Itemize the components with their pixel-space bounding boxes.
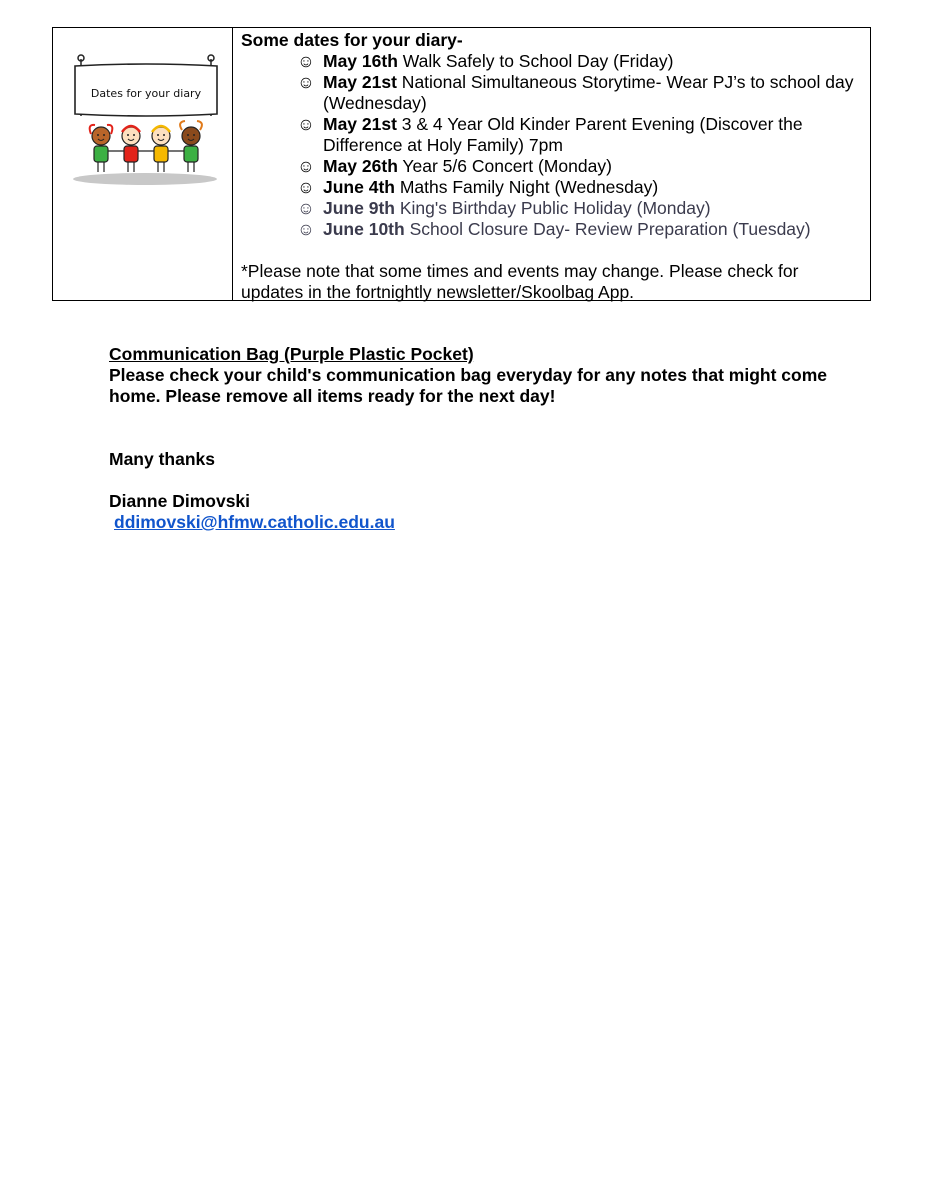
thanks-line: Many thanks: [109, 449, 215, 469]
event-date: June 9th: [323, 198, 395, 218]
event-date: May 16th: [323, 51, 398, 71]
event-text: 3 & 4 Year Old Kinder Parent Evening (Discover the Difference at Holy Family) 7pm: [323, 114, 803, 155]
event-date: June 4th: [323, 177, 395, 197]
event-text: School Closure Day- Review Preparation (Tuesday): [404, 219, 811, 239]
smiley-bullet-icon: ☺: [297, 177, 315, 197]
list-item: [297, 198, 862, 219]
event-text: National Simultaneous Storytime- Wear PJ’s to school day (Wednesday): [323, 72, 854, 113]
event-text: Year 5/6 Concert (Monday): [397, 156, 612, 176]
events-list: [241, 51, 862, 240]
sender-name: Dianne Dimovski: [109, 491, 251, 511]
smiley-bullet-icon: ☺: [297, 114, 315, 134]
event-text: Walk Safely to School Day (Friday): [397, 51, 674, 71]
smiley-bullet-icon: ☺: [297, 156, 315, 176]
list-item: [297, 114, 862, 156]
dates-for-your-diary-illustration: [71, 54, 221, 186]
email-link[interactable]: ddimovski@hfmw.catholic.edu.au: [114, 512, 395, 532]
list-item: [297, 219, 862, 240]
event-date: May 26th: [323, 156, 398, 176]
event-date: June 10th: [323, 219, 405, 239]
event-text: Maths Family Night (Wednesday): [394, 177, 659, 197]
signoff: [109, 491, 395, 533]
dates-table: [52, 27, 871, 301]
communication-section: [109, 344, 849, 407]
smiley-bullet-icon: ☺: [297, 198, 315, 218]
smiley-bullet-icon: ☺: [297, 219, 315, 239]
event-date: May 21st: [323, 72, 397, 92]
list-item: [297, 177, 862, 198]
list-item: [297, 72, 862, 114]
list-item: [297, 156, 862, 177]
dates-text-cell: [233, 28, 870, 300]
event-date: May 21st: [323, 114, 397, 134]
image-cell: [53, 28, 233, 300]
smiley-bullet-icon: ☺: [297, 51, 315, 71]
communication-title: Communication Bag (Purple Plastic Pocket): [109, 344, 474, 364]
smiley-bullet-icon: ☺: [297, 72, 315, 92]
dates-heading: Some dates for your diary-: [241, 30, 463, 50]
communication-body: Please check your child's communication bag everyday for any notes that might come home. Please remove all items ready for the next day!: [109, 365, 827, 406]
dates-note: *Please note that some times and events may change. Please check for updates in the fortnightly newsletter/Skoolbag App.: [241, 261, 799, 302]
list-item: [297, 51, 862, 72]
event-text: King's Birthday Public Holiday (Monday): [394, 198, 711, 218]
banner-text: Dates for your diary: [90, 87, 202, 100]
